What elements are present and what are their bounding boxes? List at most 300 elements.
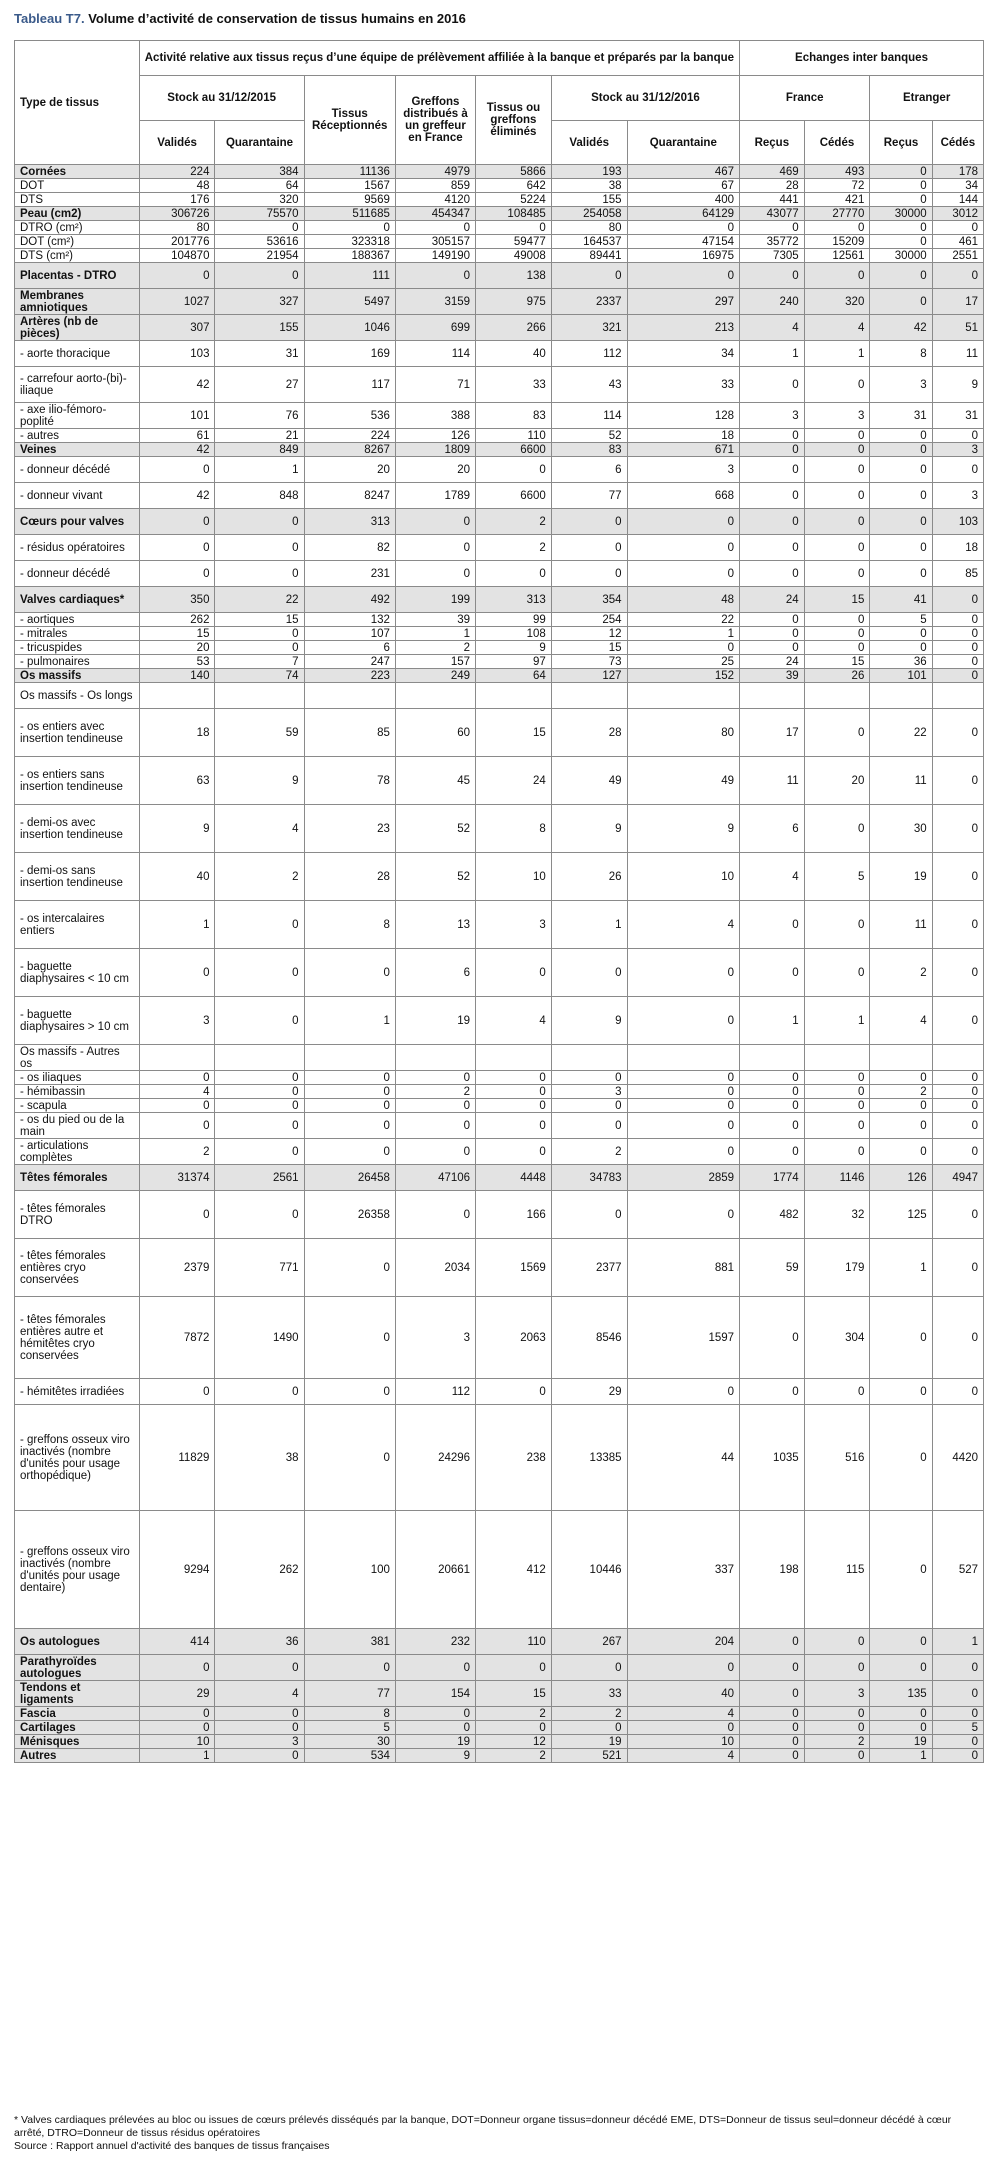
cell-value: 9 [139,805,215,853]
cell-value: 19 [395,1735,475,1749]
cell-value: 9 [551,805,627,853]
cell-value: 47106 [395,1165,475,1191]
cell-value: 2034 [395,1239,475,1297]
cell-value: 3 [932,483,983,509]
cell-value: 0 [932,1297,983,1379]
cell-value: 0 [304,1099,395,1113]
cell-value: 0 [932,669,983,683]
cell-value: 213 [627,315,740,341]
cell-value: 51 [932,315,983,341]
cell-value: 16975 [627,249,740,263]
cell-value: 4448 [476,1165,552,1191]
cell-value: 8 [304,1707,395,1721]
table-row [15,263,984,289]
cell-value: 3 [804,1681,870,1707]
cell-value: 337 [627,1511,740,1629]
cell-value: 3 [476,901,552,949]
cell-value: 112 [395,1379,475,1405]
cell-value: 0 [740,1629,805,1655]
table-row [15,535,984,561]
row-label: - os iliaques [15,1071,140,1085]
cell-value [804,1045,870,1071]
cell-value [740,1045,805,1071]
cell-value: 0 [215,1655,304,1681]
header-france: France [740,76,870,121]
cell-value: 18 [932,535,983,561]
row-label: Os autologues [15,1629,140,1655]
cell-value: 115 [804,1511,870,1629]
cell-value: 1 [870,1239,932,1297]
cell-value: 5 [870,613,932,627]
table-row [15,1629,984,1655]
cell-value: 0 [551,1113,627,1139]
cell-value: 0 [804,1749,870,1763]
cell-value: 254 [551,613,627,627]
cell-value: 140 [139,669,215,683]
cell-value: 0 [740,443,805,457]
row-label: - aorte thoracique [15,341,140,367]
cell-value: 0 [932,949,983,997]
cell-value: 266 [476,315,552,341]
cell-value: 0 [740,1749,805,1763]
cell-value: 33 [476,367,552,403]
row-label: - résidus opératoires [15,535,140,561]
cell-value: 461 [932,235,983,249]
cell-value: 15 [476,709,552,757]
cell-value: 0 [215,1139,304,1165]
cell-value: 0 [740,263,805,289]
cell-value [139,1045,215,1071]
cell-value: 297 [627,289,740,315]
cell-value: 262 [215,1511,304,1629]
cell-value: 0 [932,587,983,613]
cell-value: 3 [395,1297,475,1379]
cell-value: 320 [804,289,870,315]
table-row [15,1297,984,1379]
cell-value: 0 [476,457,552,483]
table-row [15,429,984,443]
table-row [15,1191,984,1239]
cell-value: 238 [476,1405,552,1511]
cell-value: 3 [215,1735,304,1749]
cell-value: 26 [804,669,870,683]
cell-value: 2 [476,535,552,561]
cell-value: 2379 [139,1239,215,1297]
cell-value: 15209 [804,235,870,249]
cell-value: 0 [395,1139,475,1165]
cell-value: 30 [304,1735,395,1749]
cell-value [804,683,870,709]
cell-value: 0 [870,1707,932,1721]
cell-value: 1 [627,627,740,641]
table-row [15,1139,984,1165]
cell-value: 6600 [476,483,552,509]
cell-value: 0 [932,1707,983,1721]
cell-value: 176 [139,193,215,207]
cell-value: 83 [551,443,627,457]
cell-value: 0 [551,509,627,535]
cell-value: 0 [215,1707,304,1721]
cell-value: 0 [476,1085,552,1099]
cell-value: 441 [740,193,805,207]
cell-value: 0 [804,443,870,457]
row-label: - os entiers avec insertion tendineuse [15,709,140,757]
cell-value: 313 [304,509,395,535]
cell-value: 0 [476,1721,552,1735]
cell-value: 0 [395,1099,475,1113]
cell-value: 34 [627,341,740,367]
cell-value: 4 [627,1749,740,1763]
cell-value: 26458 [304,1165,395,1191]
cell-value: 0 [740,509,805,535]
cell-value: 52 [395,853,475,901]
cell-value: 4 [740,853,805,901]
table-row [15,805,984,853]
cell-value: 414 [139,1629,215,1655]
cell-value: 1046 [304,315,395,341]
cell-value: 0 [304,1297,395,1379]
cell-value: 0 [804,1085,870,1099]
cell-value: 421 [804,193,870,207]
cell-value: 9294 [139,1511,215,1629]
cell-value: 0 [215,1099,304,1113]
row-label: Cartilages [15,1721,140,1735]
cell-value: 0 [932,655,983,669]
cell-value: 0 [215,901,304,949]
table-number: Tableau T7. [14,11,85,26]
cell-value: 1 [139,901,215,949]
cell-value: 0 [870,443,932,457]
row-label: - greffons osseux viro inactivés (nombre d'unités pour usage dentaire) [15,1511,140,1629]
cell-value: 77 [551,483,627,509]
cell-value: 1 [740,341,805,367]
cell-value: 8 [870,341,932,367]
header-echanges: Echanges inter banques [740,41,984,76]
cell-value: 0 [627,641,740,655]
cell-value: 2561 [215,1165,304,1191]
row-label: - pulmonaires [15,655,140,669]
table-row [15,1681,984,1707]
cell-value: 0 [804,535,870,561]
cell-value: 2 [870,949,932,997]
cell-value: 0 [304,221,395,235]
cell-value: 0 [304,949,395,997]
cell-value: 0 [215,1113,304,1139]
cell-value: 0 [870,1099,932,1113]
cell-value: 0 [804,709,870,757]
table-row [15,627,984,641]
cell-value: 0 [139,1191,215,1239]
cell-value: 0 [627,1655,740,1681]
cell-value: 0 [932,709,983,757]
cell-value: 0 [551,263,627,289]
cell-value: 534 [304,1749,395,1763]
cell-value: 48 [139,179,215,193]
cell-value [215,683,304,709]
cell-value: 4 [740,315,805,341]
cell-value: 61 [139,429,215,443]
cell-value: 19 [870,1735,932,1749]
cell-value: 0 [870,235,932,249]
cell-value: 199 [395,587,475,613]
cell-value: 1 [551,901,627,949]
cell-value: 0 [551,949,627,997]
cell-value: 0 [804,1071,870,1085]
cell-value: 0 [551,1099,627,1113]
cell-value: 0 [870,1071,932,1085]
row-label: Veines [15,443,140,457]
cell-value: 117 [304,367,395,403]
cell-value: 0 [740,627,805,641]
footnote-source: Source : Rapport annuel d'activité des banques de tissus françaises [14,2140,330,2152]
cell-value: 201776 [139,235,215,249]
cell-value: 12 [551,627,627,641]
cell-value: 104870 [139,249,215,263]
header-tissus-elimines: Tissus ou greffons éliminés [476,76,552,165]
cell-value: 1 [932,1629,983,1655]
cell-value: 0 [215,1071,304,1085]
cell-value: 0 [932,1735,983,1749]
table-row [15,1085,984,1099]
header-cedes-etranger: Cédés [932,121,983,165]
cell-value: 323318 [304,235,395,249]
cell-value: 39 [740,669,805,683]
cell-value: 21 [215,429,304,443]
table-row [15,901,984,949]
cell-value: 110 [476,429,552,443]
row-label: Artères (nb de pièces) [15,315,140,341]
cell-value: 112 [551,341,627,367]
cell-value: 76 [215,403,304,429]
table-row [15,757,984,805]
cell-value [139,683,215,709]
row-label: - os intercalaires entiers [15,901,140,949]
cell-value: 20 [395,457,475,483]
cell-value: 5 [804,853,870,901]
row-label: - autres [15,429,140,443]
cell-value: 2 [395,641,475,655]
cell-value: 0 [551,1191,627,1239]
cell-value: 3 [870,367,932,403]
row-label: Os massifs - Autres os [15,1045,140,1071]
cell-value: 15 [804,587,870,613]
cell-value: 2 [215,853,304,901]
cell-value: 7872 [139,1297,215,1379]
cell-value: 108 [476,627,552,641]
cell-value: 0 [215,627,304,641]
cell-value: 247 [304,655,395,669]
table-row [15,483,984,509]
cell-value: 38 [215,1405,304,1511]
cell-value: 0 [395,1655,475,1681]
cell-value: 5 [932,1721,983,1735]
cell-value: 0 [740,1379,805,1405]
cell-value: 1774 [740,1165,805,1191]
cell-value: 20 [139,641,215,655]
cell-value: 9 [215,757,304,805]
cell-value [476,683,552,709]
cell-value: 4120 [395,193,475,207]
cell-value: 15 [551,641,627,655]
row-label: - demi-os avec insertion tendineuse [15,805,140,853]
cell-value: 43077 [740,207,805,221]
cell-value: 0 [870,193,932,207]
cell-value: 511685 [304,207,395,221]
cell-value: 1567 [304,179,395,193]
cell-value: 0 [870,627,932,641]
cell-value: 0 [870,535,932,561]
cell-value: 30000 [870,207,932,221]
cell-value: 0 [304,1139,395,1165]
cell-value: 24 [476,757,552,805]
cell-value: 0 [740,1707,805,1721]
cell-value: 224 [304,429,395,443]
table-row [15,1707,984,1721]
cell-value: 0 [932,1113,983,1139]
cell-value: 0 [627,1721,740,1735]
cell-value: 0 [627,1379,740,1405]
cell-value: 101 [139,403,215,429]
cell-value: 34783 [551,1165,627,1191]
cell-value: 2 [395,1085,475,1099]
row-label: - hémitêtes irradiées [15,1379,140,1405]
header-tissus-receptionnes: Tissus Réceptionnés [304,76,395,165]
cell-value: 0 [804,1629,870,1655]
cell-value: 0 [932,1239,983,1297]
cell-value: 0 [804,221,870,235]
header-valides-2016: Validés [551,121,627,165]
table-row [15,655,984,669]
cell-value: 34 [932,179,983,193]
cell-value: 0 [139,561,215,587]
cell-value: 22 [627,613,740,627]
cell-value: 350 [139,587,215,613]
table-row [15,683,984,709]
cell-value: 25 [627,655,740,669]
cell-value: 85 [932,561,983,587]
cell-value: 3 [804,403,870,429]
cell-value: 45 [395,757,475,805]
cell-value: 11 [740,757,805,805]
row-label: Placentas - DTRO [15,263,140,289]
cell-value: 29 [139,1681,215,1707]
cell-value: 30000 [870,249,932,263]
cell-value: 0 [139,263,215,289]
table-row [15,457,984,483]
cell-value: 40 [476,341,552,367]
cell-value: 22 [215,587,304,613]
cell-value: 0 [395,509,475,535]
cell-value: 19 [395,997,475,1045]
cell-value: 0 [932,1139,983,1165]
cell-value: 1569 [476,1239,552,1297]
cell-value: 101 [870,669,932,683]
cell-value: 9 [551,997,627,1045]
table-row [15,587,984,613]
cell-value: 859 [395,179,475,193]
table-row [15,193,984,207]
cell-value: 642 [476,179,552,193]
cell-value: 0 [215,1191,304,1239]
row-label: Valves cardiaques* [15,587,140,613]
cell-value: 4 [627,1707,740,1721]
cell-value: 103 [932,509,983,535]
cell-value: 0 [870,509,932,535]
row-label: - aortiques [15,613,140,627]
cell-value: 15 [215,613,304,627]
cell-value: 0 [932,221,983,235]
cell-value: 0 [476,1071,552,1085]
cell-value: 2 [139,1139,215,1165]
row-label: - axe ilio-fémoro-poplité [15,403,140,429]
cell-value: 64129 [627,207,740,221]
cell-value: 4 [139,1085,215,1099]
row-label: - donneur décédé [15,561,140,587]
cell-value: 307 [139,315,215,341]
cell-value: 24 [740,655,805,669]
cell-value: 0 [740,561,805,587]
row-label: - articulations complètes [15,1139,140,1165]
table-row [15,949,984,997]
cell-value: 0 [932,1655,983,1681]
cell-value: 699 [395,315,475,341]
cell-value: 10 [627,853,740,901]
cell-value: 5224 [476,193,552,207]
cell-value: 1027 [139,289,215,315]
row-label: - greffons osseux viro inactivés (nombre d'unités pour usage orthopédique) [15,1405,140,1511]
table-body [15,165,984,1763]
cell-value: 527 [932,1511,983,1629]
cell-value: 0 [740,429,805,443]
cell-value: 31374 [139,1165,215,1191]
cell-value: 0 [215,1749,304,1763]
cell-value: 0 [870,1511,932,1629]
cell-value: 47154 [627,235,740,249]
table-row [15,235,984,249]
row-label: DTS [15,193,140,207]
cell-value: 1 [304,997,395,1045]
cell-value: 198 [740,1511,805,1629]
cell-value: 11829 [139,1405,215,1511]
cell-value: 0 [870,1139,932,1165]
cell-value: 4947 [932,1165,983,1191]
cell-value: 0 [932,641,983,655]
cell-value: 0 [804,263,870,289]
cell-value: 31 [870,403,932,429]
cell-value: 164537 [551,235,627,249]
cell-value [870,683,932,709]
cell-value [551,1045,627,1071]
cell-value: 0 [870,263,932,289]
cell-value: 19 [870,853,932,901]
cell-value: 0 [804,1655,870,1681]
cell-value: 0 [932,429,983,443]
cell-value: 0 [551,1655,627,1681]
cell-value: 0 [870,1297,932,1379]
cell-value: 0 [804,613,870,627]
cell-value: 0 [627,1085,740,1099]
cell-value: 8 [304,901,395,949]
cell-value: 0 [804,1113,870,1139]
cell-value: 0 [215,1085,304,1099]
cell-value: 0 [395,1071,475,1085]
cell-value: 43 [551,367,627,403]
cell-value [304,1045,395,1071]
cell-value: 0 [476,1655,552,1681]
cell-value: 0 [551,561,627,587]
cell-value: 20 [804,757,870,805]
cell-value: 0 [395,1721,475,1735]
